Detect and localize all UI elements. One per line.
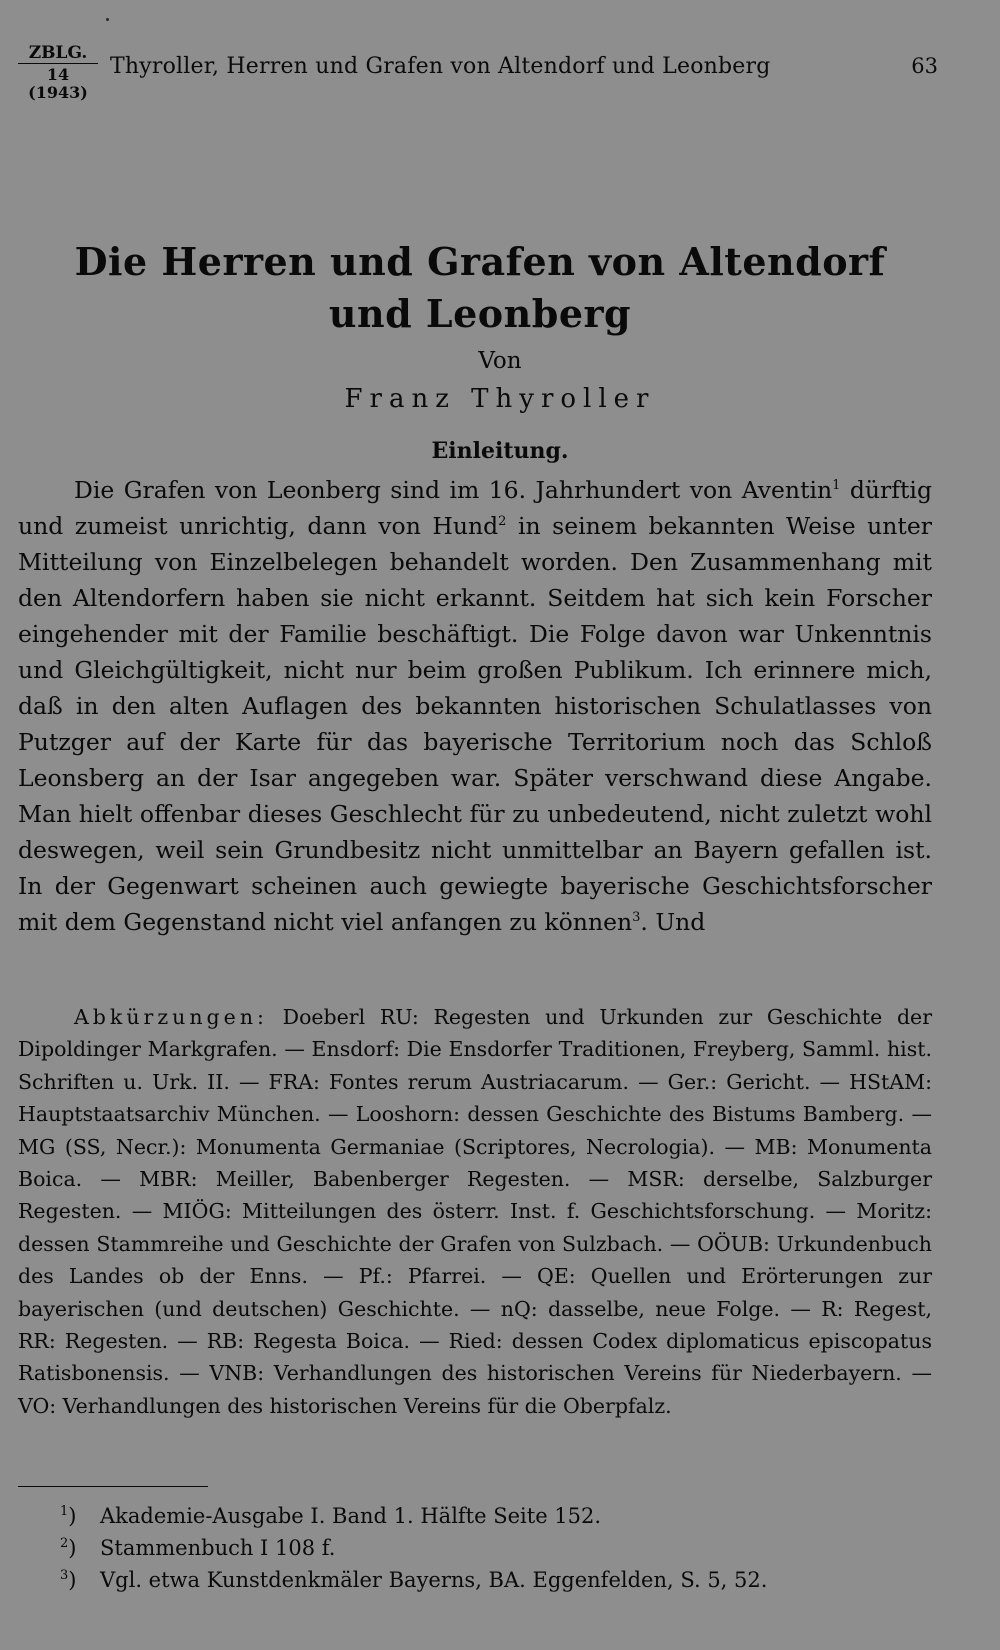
body-text-part2: dürftig und zumeist unrichtig, dann von Hund — [18, 476, 932, 540]
footnote-ref-1: 1 — [832, 478, 841, 494]
footnote-text: Stammenbuch I 108 f. — [100, 1536, 336, 1560]
footnote-marker: $^2$) — [60, 1536, 77, 1560]
author-name: Franz Thyroller — [344, 384, 656, 414]
body-text-part3: in seinem bekannten Weise unter Mitteilung von Einzelbelegen behandelt worden. Den Zusammenhang mit den Altendorfern haben sie nicht erkannt. Seitdem hat sich kein Forscher eingehender mit der Familie beschäftigt. Die Folge davon war Unkenntnis und Gleichgültigkeit, nicht nur beim großen Publikum. Ich erinnere mich, daß in den alten Auflagen des bekannten historischen Schulatlasses von Putzger auf der Karte für das bayerische Territorium noch das Schloß Leonsberg an der Isar angegeben war. Später verschwand diese Angabe. Man hielt offenbar dieses Geschlecht für zu unbedeutend, nicht zuletzt wohl deswegen, weil sein Grundbesitz nicht unmittelbar an Bayern gefallen ist. In der Gegenwart scheinen auch gewiegte bayerische Geschichtsforscher mit dem Gegenstand nicht viel anfangen zu können — [18, 512, 932, 936]
footnote-ref-2: 2 — [498, 514, 507, 530]
footnote-ref-3: 3 — [632, 910, 641, 926]
footnote-item — [60, 1564, 920, 1596]
footnote-text: Akademie-Ausgabe I. Band 1. Hälfte Seite 152. — [100, 1504, 602, 1528]
footnote-marker: $^3$) — [60, 1568, 77, 1592]
body-text-part1: Die Grafen von Leonberg sind im 16. Jahrhundert von Aventin — [74, 476, 833, 504]
footnote-item — [60, 1532, 920, 1564]
journal-abbr-name: ZBLG. — [18, 44, 98, 64]
running-title: Thyroller, Herren und Grafen von Altendorf und Leonberg — [110, 54, 771, 79]
body-text-part4: . Und — [640, 908, 706, 936]
footnote-text: Vgl. etwa Kunstdenkmäler Bayerns, BA. Eggenfelden, S. 5, 52. — [100, 1568, 768, 1592]
footnote-item — [60, 1500, 920, 1532]
footnote-divider — [18, 1486, 208, 1487]
scan-speck — [106, 18, 109, 21]
journal-abbreviation — [18, 44, 98, 102]
abbreviations-block — [18, 1001, 932, 1422]
page-number: 63 — [911, 54, 938, 78]
article-title-line1: Die Herren und Grafen von Altendorf — [74, 239, 886, 284]
journal-issue: 14 (1943) — [28, 65, 88, 102]
section-heading: Einleitung. — [431, 438, 569, 464]
article-title-line2: und Leonberg — [328, 291, 632, 336]
byline-prefix: Von — [478, 348, 522, 374]
footnote-marker: $^1$) — [60, 1504, 77, 1528]
abbreviations-label: Abkürzungen: — [74, 1005, 268, 1029]
running-header — [18, 43, 938, 102]
footnotes-list — [60, 1500, 920, 1596]
article-title — [60, 236, 900, 340]
abbreviations-text: Doeberl RU: Regesten und Urkunden zur Geschichte der Dipoldinger Markgrafen. — Ensdorf: Die Ensdorfer Traditionen, Freyberg, Samml. hist. Schriften u. Urk. II. — FRA: Fontes rerum Austriacarum. — Ger.: Gericht. — HStAM: Hauptstaatsarchiv München. — Looshorn: dessen Geschichte des Bistums Bamberg. — MG (SS, Necr.): Monumenta Germaniae (Scriptores, Necrologia). — MB: Monumenta Boica. — MBR: Meiller, Babenberger Regesten. — MSR: derselbe, Salzburger Regesten. — MIÖG: Mitteilungen des österr. Inst. f. Geschichtsforschung. — Moritz: dessen Stammreihe und Geschichte der Grafen von Sulzbach. — OÖUB: Urkundenbuch des Landes ob der Enns. — Pf.: Pfarrei. — QE: Quellen und Erörterungen zur bayerischen (und deutschen) Geschichte. — nQ: dasselbe, neue Folge. — R: Regest, RR: Regesten. — RB: Regesta Boica. — Ried: dessen Codex diplomaticus episcopatus Ratisbonensis. — VNB: Verhandlungen des historischen Vereins für Niederbayern. — VO: Verhandlungen des historischen Vereins für die Oberpfalz. — [18, 1005, 932, 1418]
body-paragraph — [18, 472, 932, 940]
